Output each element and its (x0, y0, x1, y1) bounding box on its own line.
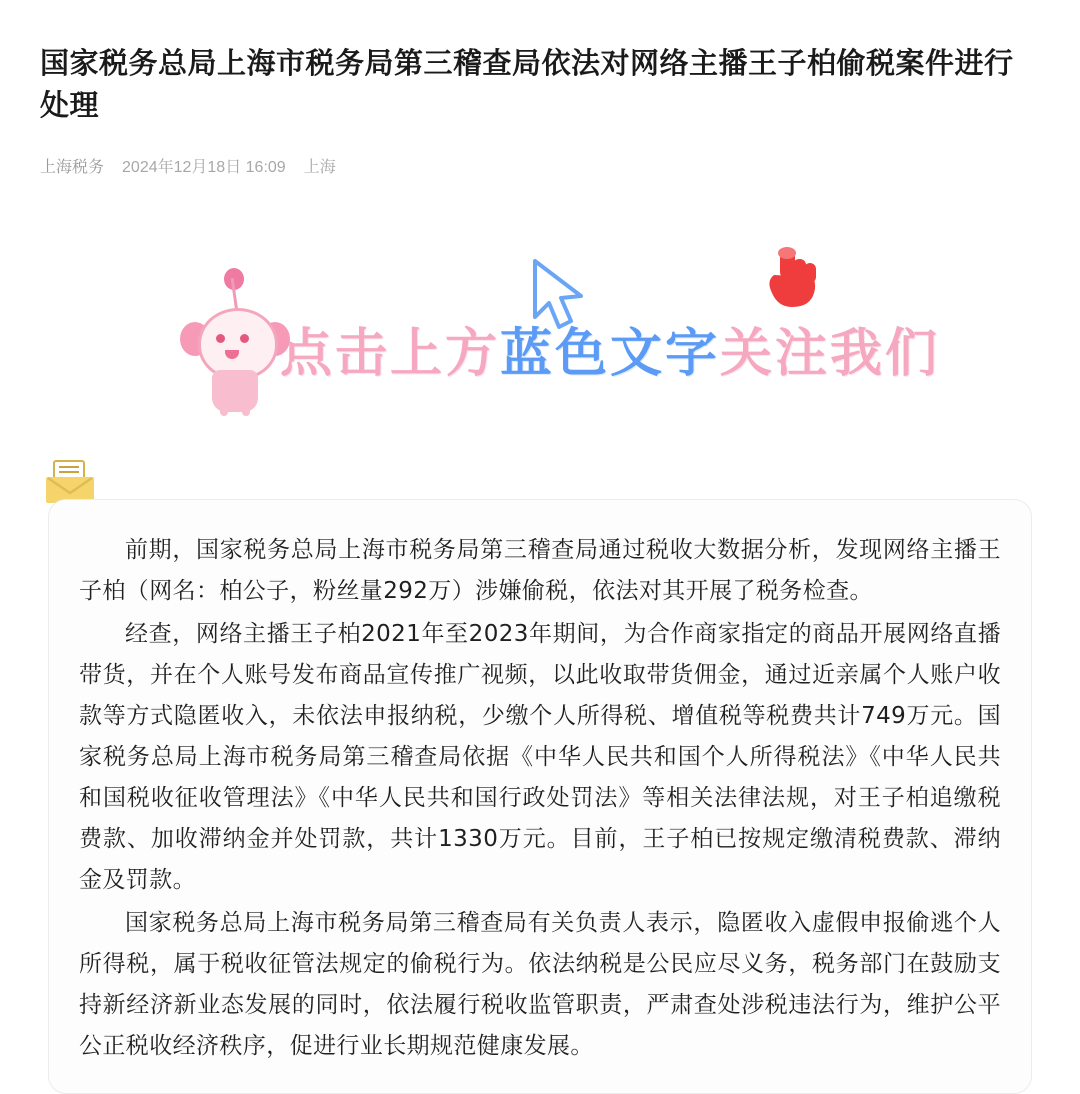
mascot-character-icon (180, 278, 290, 413)
body-paragraph: 前期，国家税务总局上海市税务局第三稽查局通过税收大数据分析，发现网络主播王子柏（网名：柏公子，粉丝量292万）涉嫌偷税，依法对其开展了税务检查。 (79, 537, 1001, 605)
article-body-card (48, 499, 1032, 1093)
promo-banner-inner (140, 233, 1000, 438)
page-title: 国家税务总局上海市税务局第三稽查局依法对网络主播王子柏偷税案件进行处理 (40, 48, 1014, 123)
body-paragraph: 国家税务总局上海市税务局第三稽查局有关负责人表示，隐匿收入虚假申报偷逃个人所得税，属于税收征管法规定的偷税行为。依法纳税是公民应尽义务，税务部门在鼓励支持新经济新业态发展的同时，依法履行税收监管职责，严肃查处涉税违法行为，维护公平公正税收经济秩序，促进行业长期规范健康发展。 (79, 909, 1001, 1059)
promo-text-part1: 点击上方 (280, 323, 501, 384)
article-datetime: 2024年12月18日 16:09 (122, 158, 286, 176)
article-source[interactable]: 上海税务 (40, 158, 105, 176)
promo-text-part2: 蓝色文字 (500, 323, 721, 384)
promo-banner (40, 233, 1040, 438)
promo-banner-text (280, 311, 940, 386)
article-page (0, 19, 1080, 1058)
body-paragraph: 经查，网络主播王子柏2021年至2023年期间，为合作商家指定的商品开展网络直播带货，并在个人账号发布商品宣传推广视频，以此收取带货佣金，通过近亲属个人账户收款等方式隐匿收入，未依法申报纳税，少缴个人所得税、增值税等税费共计749万元。国家税务总局上海市税务局第三稽查局依据《中华人民共和国个人所得税法》《中华人民共和国税收征收管理法》《中华人民共和国行政处罚法》等相关法律法规，对王子柏追缴税费款、加收滞纳金并处罚款，共计1330万元。目前，王子柏已按规定缴清税费款、滞纳金及罚款。 (79, 621, 1001, 893)
promo-text-part3: 关注我们 (720, 323, 941, 384)
article-meta (40, 154, 1040, 177)
article-location: 上海 (303, 158, 336, 176)
